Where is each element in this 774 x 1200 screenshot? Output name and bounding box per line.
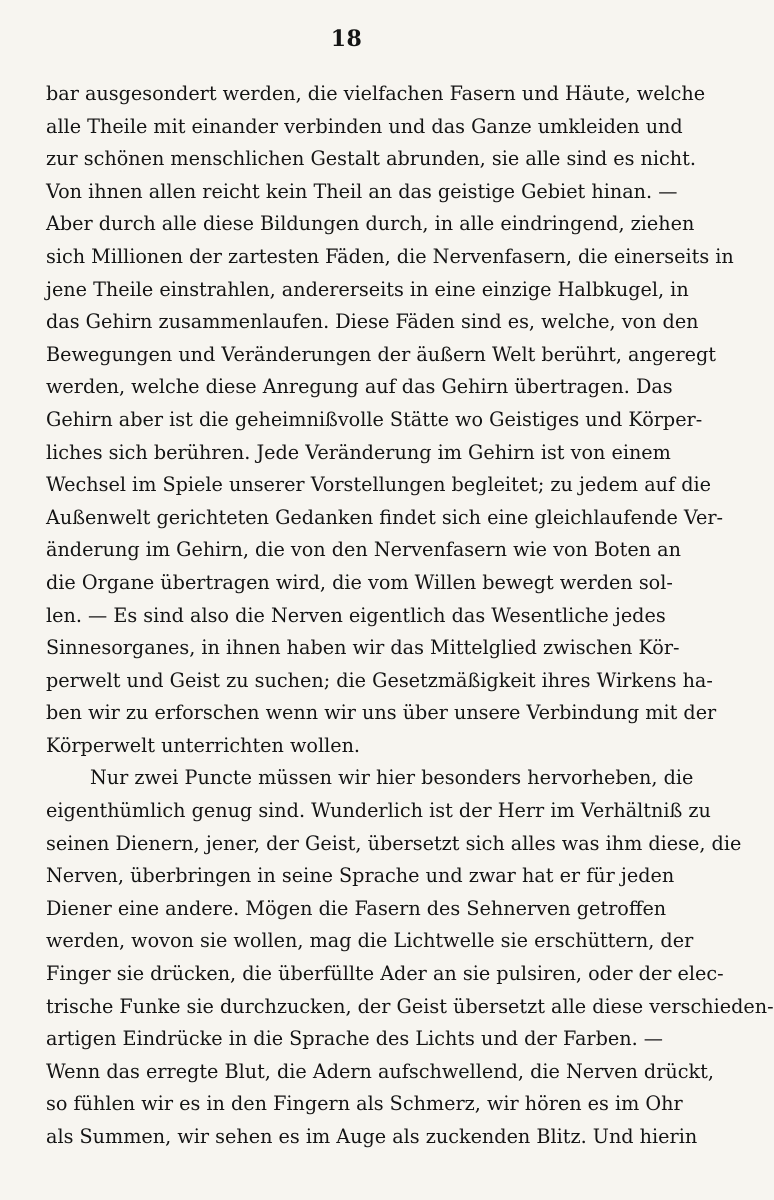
text-line: werden, wovon sie wollen, mag die Lichtwelle sie erschüttern, der xyxy=(46,929,694,953)
text-line: Bewegungen und Veränderungen der äußern Welt berührt, angeregt xyxy=(46,342,716,366)
paragraph xyxy=(46,78,734,762)
text-line: Diener eine andere. Mögen die Fasern des Sehnerven getroffen xyxy=(46,896,667,920)
text-line: Wechsel im Spiele unserer Vorstellungen begleitet; zu jedem auf die xyxy=(46,473,711,497)
text-line: Nerven, überbringen in seine Sprache und zwar hat er für jeden xyxy=(46,864,675,888)
text-line: die Organe übertragen wird, die vom Willen bewegt werden sol- xyxy=(46,570,673,594)
text-line: sich Millionen der zartesten Fäden, die Nervenfasern, die einerseits in xyxy=(46,244,734,268)
text-line: artigen Eindrücke in die Sprache des Lichts und der Farben. — xyxy=(46,1027,663,1051)
text-line: werden, welche diese Anregung auf das Gehirn übertragen. Das xyxy=(46,375,673,399)
page-number: 18 xyxy=(330,26,363,52)
text-line: liches sich berühren. Jede Veränderung im Gehirn ist von einem xyxy=(46,440,671,464)
text-line: das Gehirn zusammenlaufen. Diese Fäden sind es, welche, von den xyxy=(46,310,699,334)
text-line: Nur zwei Puncte müssen wir hier besonders hervorheben, die xyxy=(90,766,694,790)
text-line: jene Theile einstrahlen, andererseits in eine einzige Halbkugel, in xyxy=(46,277,689,301)
text-line: seinen Dienern, jener, der Geist, übersetzt sich alles was ihm diese, die xyxy=(46,831,742,855)
text-line: zur schönen menschlichen Gestalt abrunden, sie alle sind es nicht. xyxy=(46,147,696,171)
text-line: Außenwelt gerichteten Gedanken findet sich eine gleichlaufende Ver- xyxy=(46,505,724,529)
text-line: Finger sie drücken, die überfüllte Ader an sie pulsiren, oder der elec- xyxy=(46,962,724,986)
text-line: Wenn das erregte Blut, die Adern aufschwellend, die Nerven drückt, xyxy=(46,1059,714,1083)
text-line: so fühlen wir es in den Fingern als Schmerz, wir hören es im Ohr xyxy=(46,1092,683,1116)
body-text xyxy=(46,78,774,1154)
text-line: Aber durch alle diese Bildungen durch, in alle eindringend, ziehen xyxy=(46,212,695,236)
text-line: änderung im Gehirn, die von den Nervenfasern wie von Boten an xyxy=(46,538,681,562)
text-line: eigenthümlich genug sind. Wunderlich ist der Herr im Verhältniß zu xyxy=(46,799,711,823)
text-line: Von ihnen allen reicht kein Theil an das geistige Gebiet hinan. — xyxy=(46,179,678,203)
text-line: len. — Es sind also die Nerven eigentlich das Wesentliche jedes xyxy=(46,603,666,627)
text-line: Sinnesorganes, in ihnen haben wir das Mittelglied zwischen Kör- xyxy=(46,636,680,660)
text-line: Körperwelt unterrichten wollen. xyxy=(46,733,361,757)
text-line: ben wir zu erforschen wenn wir uns über unsere Verbindung mit der xyxy=(46,701,717,725)
text-line: Gehirn aber ist die geheimnißvolle Stätte wo Geistiges und Körper- xyxy=(46,407,703,431)
paragraph xyxy=(46,762,774,1153)
text-line: trische Funke sie durchzucken, der Geist übersetzt alle diese verschieden- xyxy=(46,994,774,1018)
text-line: perwelt und Geist zu suchen; die Gesetzmäßigkeit ihres Wirkens ha- xyxy=(46,668,713,692)
text-line: alle Theile mit einander verbinden und das Ganze umkleiden und xyxy=(46,114,683,138)
text-line: als Summen, wir sehen es im Auge als zuckenden Blitz. Und hierin xyxy=(46,1125,698,1148)
text-line: bar ausgesondert werden, die vielfachen Fasern und Häute, welche xyxy=(46,82,706,105)
